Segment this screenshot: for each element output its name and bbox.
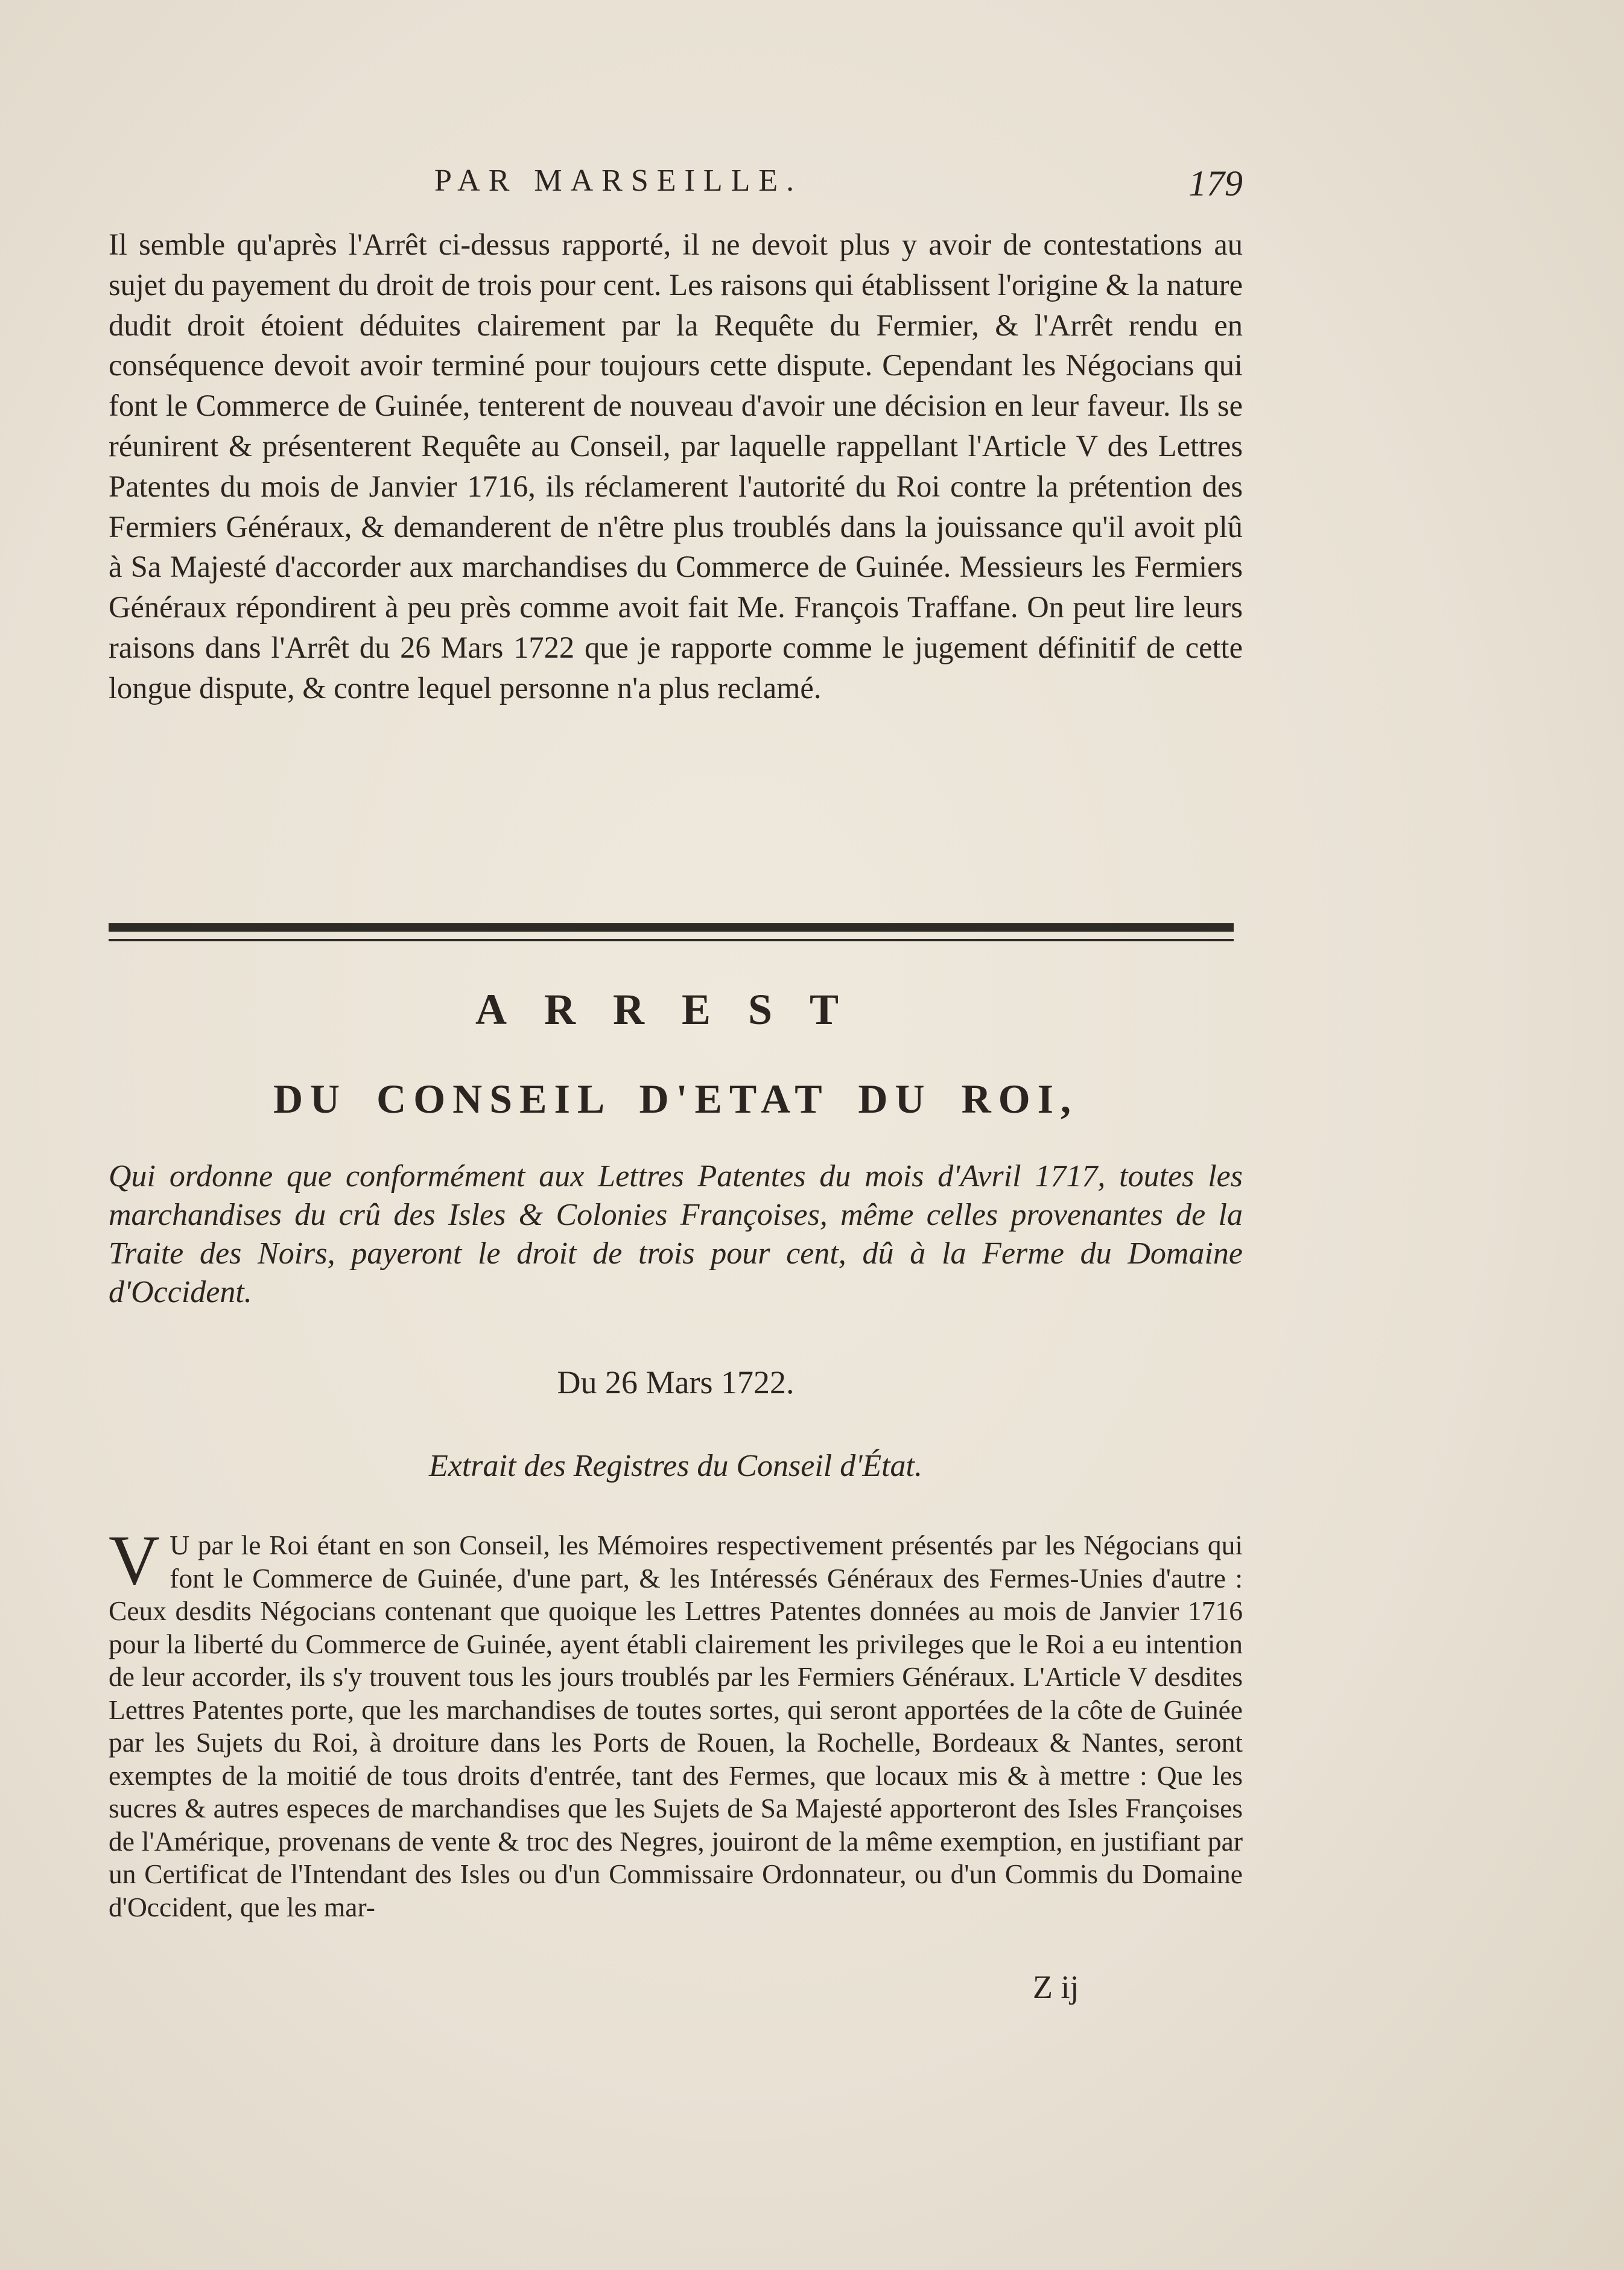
decree-title: ARREST [475, 985, 877, 1034]
registry-extract-heading: Extrait des Registres du Conseil d'État. [428, 1449, 922, 1483]
drop-cap: V [109, 1521, 160, 1600]
commentary-paragraph: Il semble qu'après l'Arrêt ci-dessus rapporté, il ne devoit plus y avoir de contestations au sujet du payement du droit de trois pour cent. Les raisons qui établissent l'origine & la nature dudit droit étoient déduites clairement par la Requête du Fermier, & l'Arrêt rendu en conséquence devoit avoir terminé pour toujours cette dispute. Cependant les Négocians qui font le Commerce de Guinée, tenterent de nouveau d'avoir une décision en leur faveur. Ils se réunirent & présenterent Requête au Conseil, par laquelle rappellant l'Article V des Lettres Patentes du mois de Janvier 1716, ils réclamerent l'autorité du Roi contre la prétention des Fermiers Généraux, & demanderent de n'être plus troublés dans la jouissance qu'il avoit plû à Sa Majesté d'accorder aux marchandises du Commerce de Guinée. Messieurs les Fermiers Généraux répondirent à peu près comme avoit fait Me. François Traffane. On peut lire leurs raisons dans l'Arrêt du 26 Mars 1722 que je rapporte comme le jugement définitif de cette longue dispute, & contre lequel personne n'a plus reclamé. [109, 227, 1243, 705]
decree-body [109, 1521, 1243, 1924]
page-number: 179 [1188, 164, 1243, 203]
section-divider-thin [109, 939, 1234, 941]
decree-date: Du 26 Mars 1722. [557, 1364, 795, 1400]
section-divider-thick [109, 923, 1234, 932]
decree-body-text: U par le Roi étant en son Conseil, les Mémoires respectivement présentés par les Négocians qui font le Commerce de Guinée, d'une part, & les Intéressés Généraux des Fermes-Unies d'autre : Ceux desdits Négocians contenant que quoique les Lettres Patentes données au mois de Janvier 1716 pour la liberté du Commerce de Guinée, ayent établi clairement les privileges que le Roi a eu intention de leur accorder, ils s'y trouvent tous les jours troublés par les Fermiers Généraux. L'Article V desdites Lettres Patentes porte, que les marchandises de toutes sortes, qui seront apportées de la côte de Guinée par les Sujets du Roi, à droiture dans les Ports de Rouen, la Rochelle, Bordeaux & Nantes, seront exemptes de la moitié de tous droits d'entrée, tant des Fermes, que locaux mis & à mettre : Que les sucres & autres especes de marchandises que les Sujets de Sa Majesté apporteront des Isles Françoises de l'Amérique, provenans de vente & troc des Negres, jouiront de la même exemption, en justifiant par un Certificat de l'Intendant des Isles ou d'un Commissaire Ordonnateur, ou d'un Commis du Domaine d'Occident, que les mar- [109, 1530, 1243, 1922]
signature-mark: Z ij [1033, 1969, 1079, 2005]
running-title: PAR MARSEILLE. [434, 164, 803, 198]
page-header [109, 163, 1243, 217]
decree-subtitle: DU CONSEIL D'ETAT DU ROI, [273, 1076, 1079, 1122]
decree-summary: Qui ordonne que conformément aux Lettres Patentes du mois d'Avril 1717, toutes les marchandises du crû des Isles & Colonies Françoises, même celles provenantes de la Traite des Noirs, payeront le droit de trois pour cent, dû à la Ferme du Domaine d'Occident. [109, 1159, 1243, 1309]
